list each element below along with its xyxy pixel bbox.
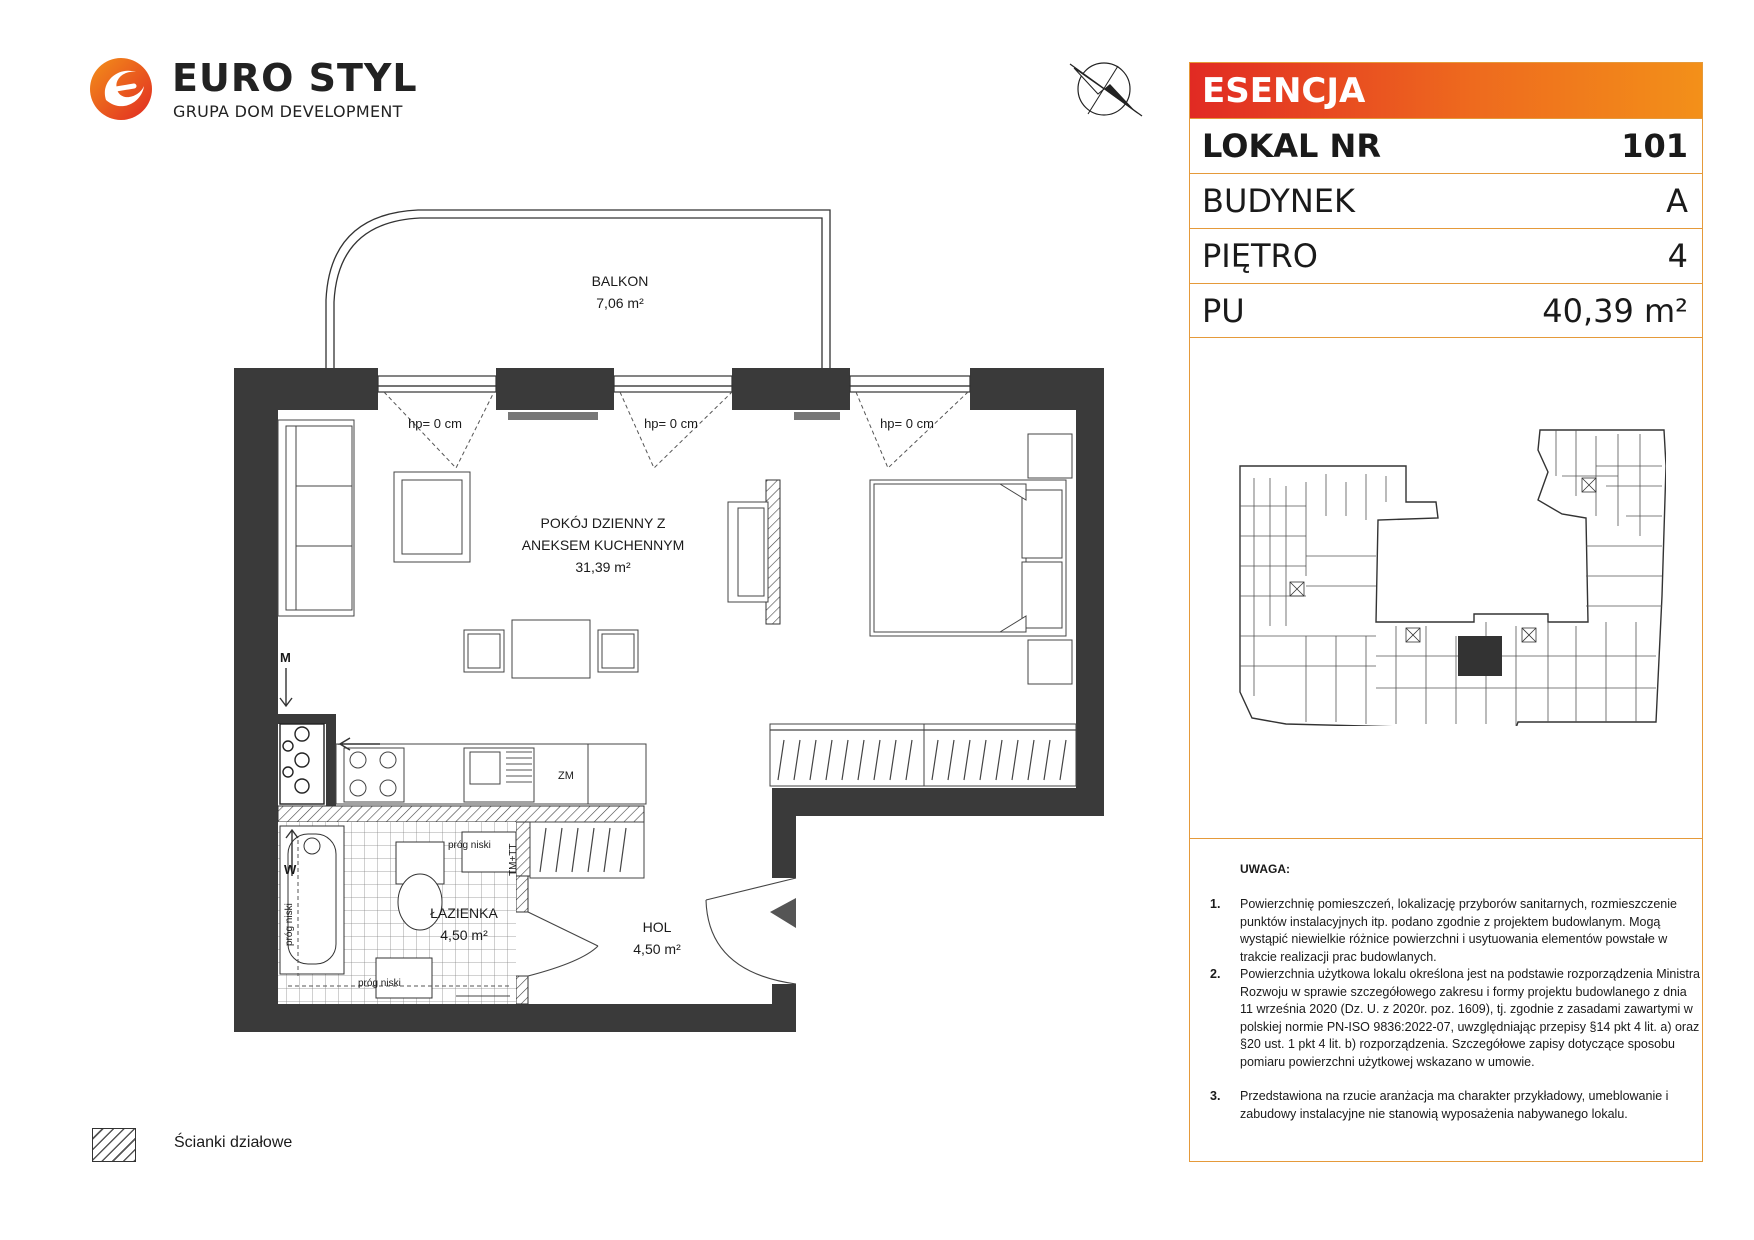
- room-area: 31,39 m²: [575, 559, 631, 575]
- room-area: 4,50 m²: [440, 927, 488, 943]
- w-label: W: [284, 862, 297, 877]
- info-row-lokal: [1190, 118, 1702, 173]
- info-value: 4: [1667, 237, 1688, 275]
- threshold-note: próg niski: [284, 903, 295, 946]
- note-text: Przedstawiona na rzucie aranżacja ma charakter przykładowy, umeblowanie i zabudowy instalacyjne nie stanowią wyposażenia nabywanego lokalu.: [1240, 1089, 1669, 1121]
- room-label-balcony: [560, 270, 680, 314]
- kitchen-zm-label: ZM: [558, 770, 574, 782]
- info-label: PIĘTRO: [1202, 237, 1318, 275]
- room-label-hall: [612, 916, 702, 960]
- note-item: [1210, 1088, 1710, 1144]
- threshold-label: hp= 0 cm: [408, 416, 462, 431]
- info-label: BUDYNEK: [1202, 182, 1355, 220]
- info-label: LOKAL NR: [1202, 127, 1381, 165]
- info-row-budynek: [1190, 173, 1702, 228]
- investment-name: ESENCJA: [1202, 71, 1366, 111]
- room-area: 4,50 m²: [633, 941, 681, 957]
- legend-label: Ścianki działowe: [174, 1134, 293, 1151]
- info-value: A: [1666, 182, 1688, 220]
- divider: [1190, 838, 1702, 839]
- note-item: [1210, 896, 1710, 966]
- investment-header: [1190, 63, 1702, 118]
- threshold-note: próg niski: [358, 978, 401, 989]
- brand-tagline: GRUPA DOM DEVELOPMENT: [173, 102, 403, 121]
- info-label: PU: [1202, 292, 1245, 330]
- note-item: [1210, 966, 1710, 1090]
- brand-name: EURO STYL: [172, 56, 418, 100]
- info-value: 40,39 m²: [1542, 292, 1688, 330]
- threshold-note: próg niski: [448, 840, 491, 851]
- note-text: Powierzchnia użytkowa lokalu określona jest na podstawie rozporządzenia Ministra Rozwoju w sprawie szczegółowego zakresu i formy projektu budowlanego z dnia 11 września 2020 (Dz. U. z 2020r. poz. 1609), tj. zgodnie z zasadami zawartymi w polskiej normie PN-ISO 9836:2022-07, uwzględniając przepisy §14 pkt 4 lit. a) oraz §20 ust. 1 pkt 4 lit. b) rozporządzenia. Szczegółowe zapisy dotyczące sposobu pomiaru powierzchni użytkowej wskazano w umowie.: [1240, 967, 1700, 1069]
- info-row-pietro: [1190, 228, 1702, 283]
- room-area: 7,06 m²: [596, 295, 644, 311]
- note-number: 1.: [1210, 897, 1221, 911]
- room-name: BALKON: [591, 273, 649, 289]
- tm-tt-label: TM+TT: [508, 843, 519, 876]
- building-key-plan: [1226, 426, 1666, 726]
- room-name: ŁAZIENKA: [430, 905, 498, 921]
- info-value: 101: [1621, 127, 1688, 165]
- room-label-bathroom: [414, 902, 514, 946]
- room-name: POKÓJ DZIENNY Z: [540, 515, 666, 531]
- note-text: Powierzchnię pomieszczeń, lokalizację przyborów sanitarnych, rozmieszczenie punktów instalacyjnych itp. podano zgodnie z projektem budowlanym. Mogą wystąpić niewielkie różnice powierzchni i usytuowania elementów powstałe w trakcie realizacji prac budowlanych.: [1240, 897, 1677, 964]
- room-name: HOL: [642, 919, 672, 935]
- m-label: M: [280, 650, 291, 665]
- threshold-label: hp= 0 cm: [644, 416, 698, 431]
- note-number: 3.: [1210, 1089, 1221, 1103]
- room-name-line2: ANEKSEM KUCHENNYM: [521, 537, 685, 553]
- room-label-living: [498, 512, 708, 578]
- partition-wall-legend-icon: [92, 1128, 136, 1162]
- info-row-pu: [1190, 283, 1702, 338]
- note-number: 2.: [1210, 967, 1221, 981]
- threshold-label: hp= 0 cm: [880, 416, 934, 431]
- notes-title: UWAGA:: [1240, 862, 1290, 876]
